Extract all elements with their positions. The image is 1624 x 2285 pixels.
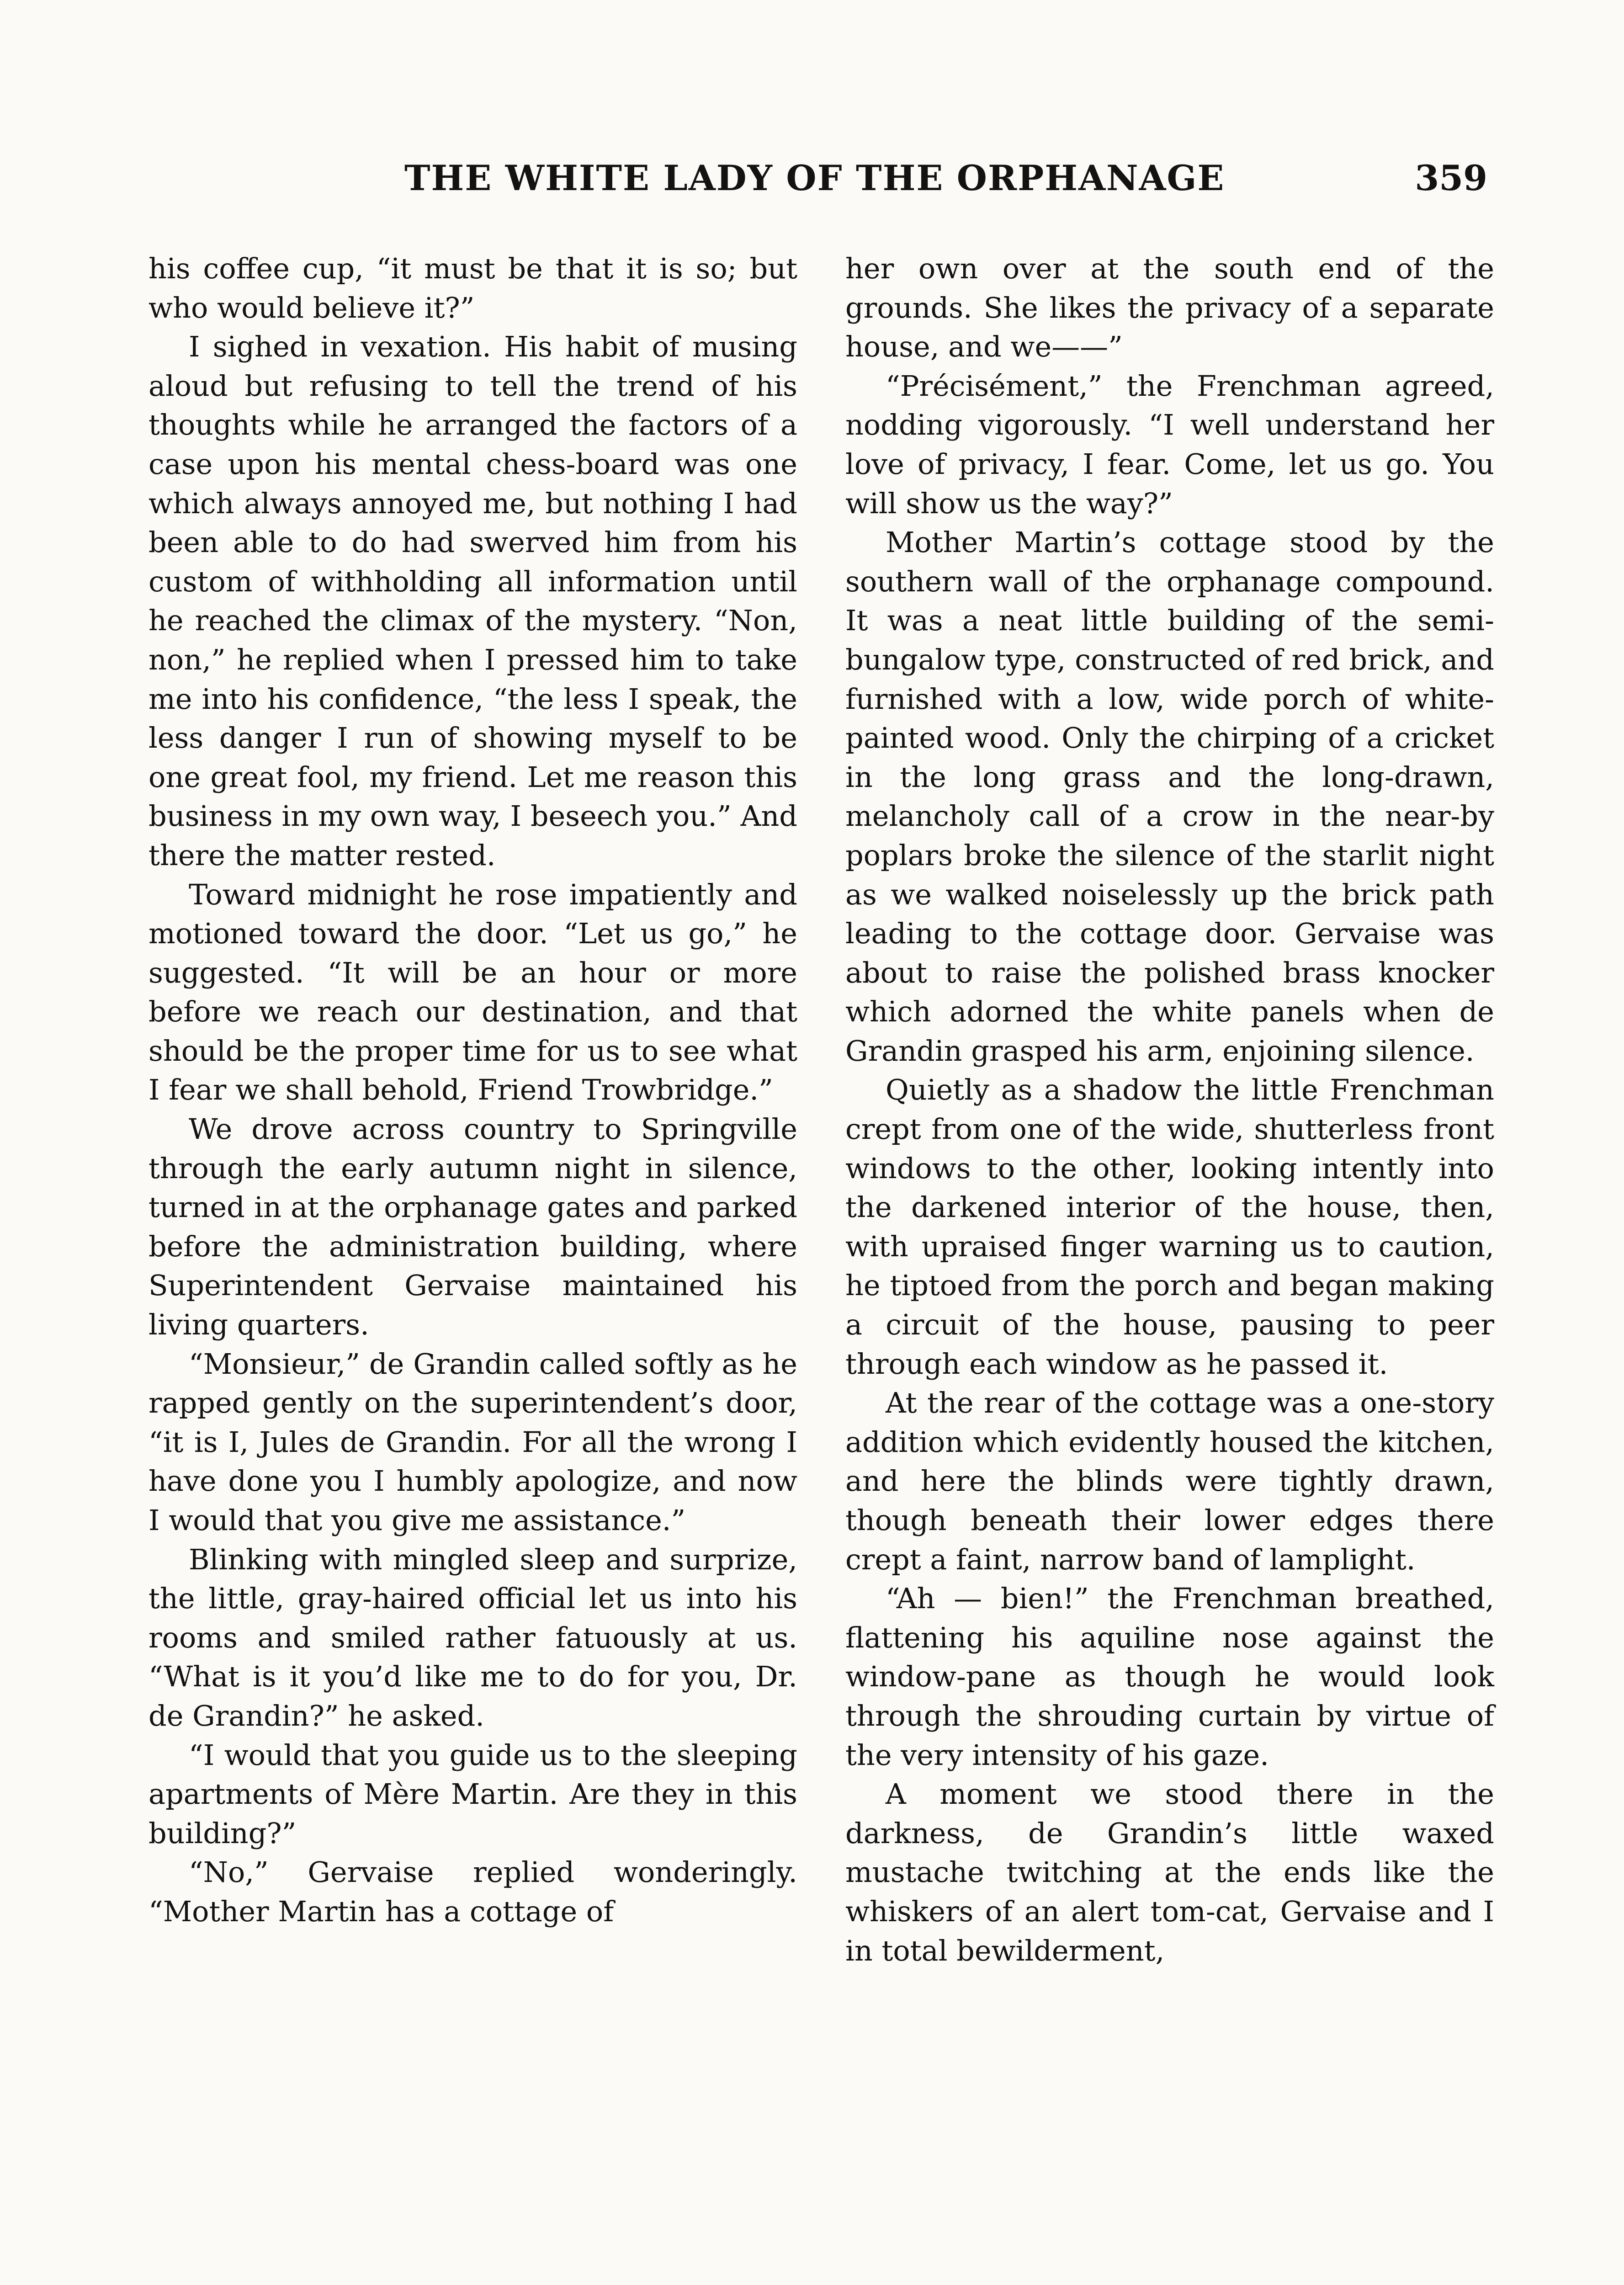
right-column (845, 249, 1494, 1970)
paragraph: his coffee cup, “it must be that it is so; but who would believe it?” (149, 252, 797, 324)
page-number: 359 (1415, 158, 1487, 198)
paragraph: Quietly as a shadow the little Frenchman crept from one of the wide, shutterless front windows to the other, looking intently into the darkened interior of the house, then, with upraised finger warning us to caution, he tiptoed from the porch and began making a circuit of the house, pausing to peer through each window as he passed it. (845, 1073, 1494, 1381)
running-title: THE WHITE LADY OF THE ORPHANAGE (404, 158, 1225, 198)
paragraph: Blinking with mingled sleep and surprize, the little, gray-haired official let us into his rooms and smiled rather fatuously at us. “What is it you’d like me to do for you, Dr. de Grandin?” he asked. (149, 1542, 797, 1732)
paragraph: “Ah — bien!” the Frenchman breathed, flattening his aquiline nose against the window-pane as though he would look through the shrouding curtain by virtue of the very intensity of his gaze. (845, 1582, 1494, 1772)
paragraph: Toward midnight he rose impatiently and motioned toward the door. “Let us go,” he suggested. “It will be an hour or more before we reach our destination, and that should be the proper time for us to see what I fear we shall behold, Friend Trowbridge.” (149, 877, 797, 1107)
paragraph: “Monsieur,” de Grandin called softly as he rapped gently on the superintendent’s door, “it is I, Jules de Grandin. For all the wrong I have done you I humbly apologize, and now I would that you give me assistance.” (149, 1347, 797, 1537)
left-column (149, 249, 797, 1931)
paragraph: At the rear of the cottage was a one-story addition which evidently housed the kitchen, and here the blinds were tightly drawn, though beneath their lower edges there crept a faint, narrow band of lamplight. (845, 1386, 1494, 1576)
paragraph: Mother Martin’s cottage stood by the southern wall of the orphanage compound. It was a neat little building of the semi-bungalow type, constructed of red brick, and furnished with a low, wide porch of white-painted wood. Only the chirping of a cricket in the long grass and the long-drawn, melancholy call of a crow in the near-by poplars broke the silence of the starlit night as we walked noiselessly up the brick path leading to the cottage door. Gervaise was about to raise the polished brass knocker which adorned the white panels when de Grandin grasped his arm, enjoining silence. (845, 526, 1494, 1068)
paragraph: “I would that you guide us to the sleeping apartments of Mère Martin. Are they in this building?” (149, 1738, 797, 1850)
paragraph: her own over at the south end of the grounds. She likes the privacy of a separate house, and we——” (845, 252, 1494, 364)
paragraph: We drove across country to Springville through the early autumn night in silence, turned in at the orphanage gates and parked before the administration building, where Superintendent Gervaise maintained his living quarters. (149, 1112, 797, 1342)
page-header (149, 158, 1487, 208)
paragraph: “No,” Gervaise replied wonderingly. “Mother Martin has a cottage of (149, 1855, 797, 1928)
paragraph: I sighed in vexation. His habit of musing aloud but refusing to tell the trend of his thoughts while he arranged the factors of a case upon his mental chess-board was one which always annoyed me, but nothing I had been able to do had swerved him from his custom of withholding all information until he reached the climax of the mystery. “Non, non,” he replied when I pressed him to take me into his confidence, “the less I speak, the less danger I run of showing myself to be one great fool, my friend. Let me reason this business in my own way, I beseech you.” And there the matter rested. (149, 330, 797, 872)
paragraph: A moment we stood there in the darkness, de Grandin’s little waxed mustache twitching at the ends like the whiskers of an alert tom-cat, Gervaise and I in total bewilderment, (845, 1777, 1494, 1967)
paragraph: “Précisément,” the Frenchman agreed, nodding vigorously. “I well understand her love of privacy, I fear. Come, let us go. You will show us the way?” (845, 369, 1494, 520)
